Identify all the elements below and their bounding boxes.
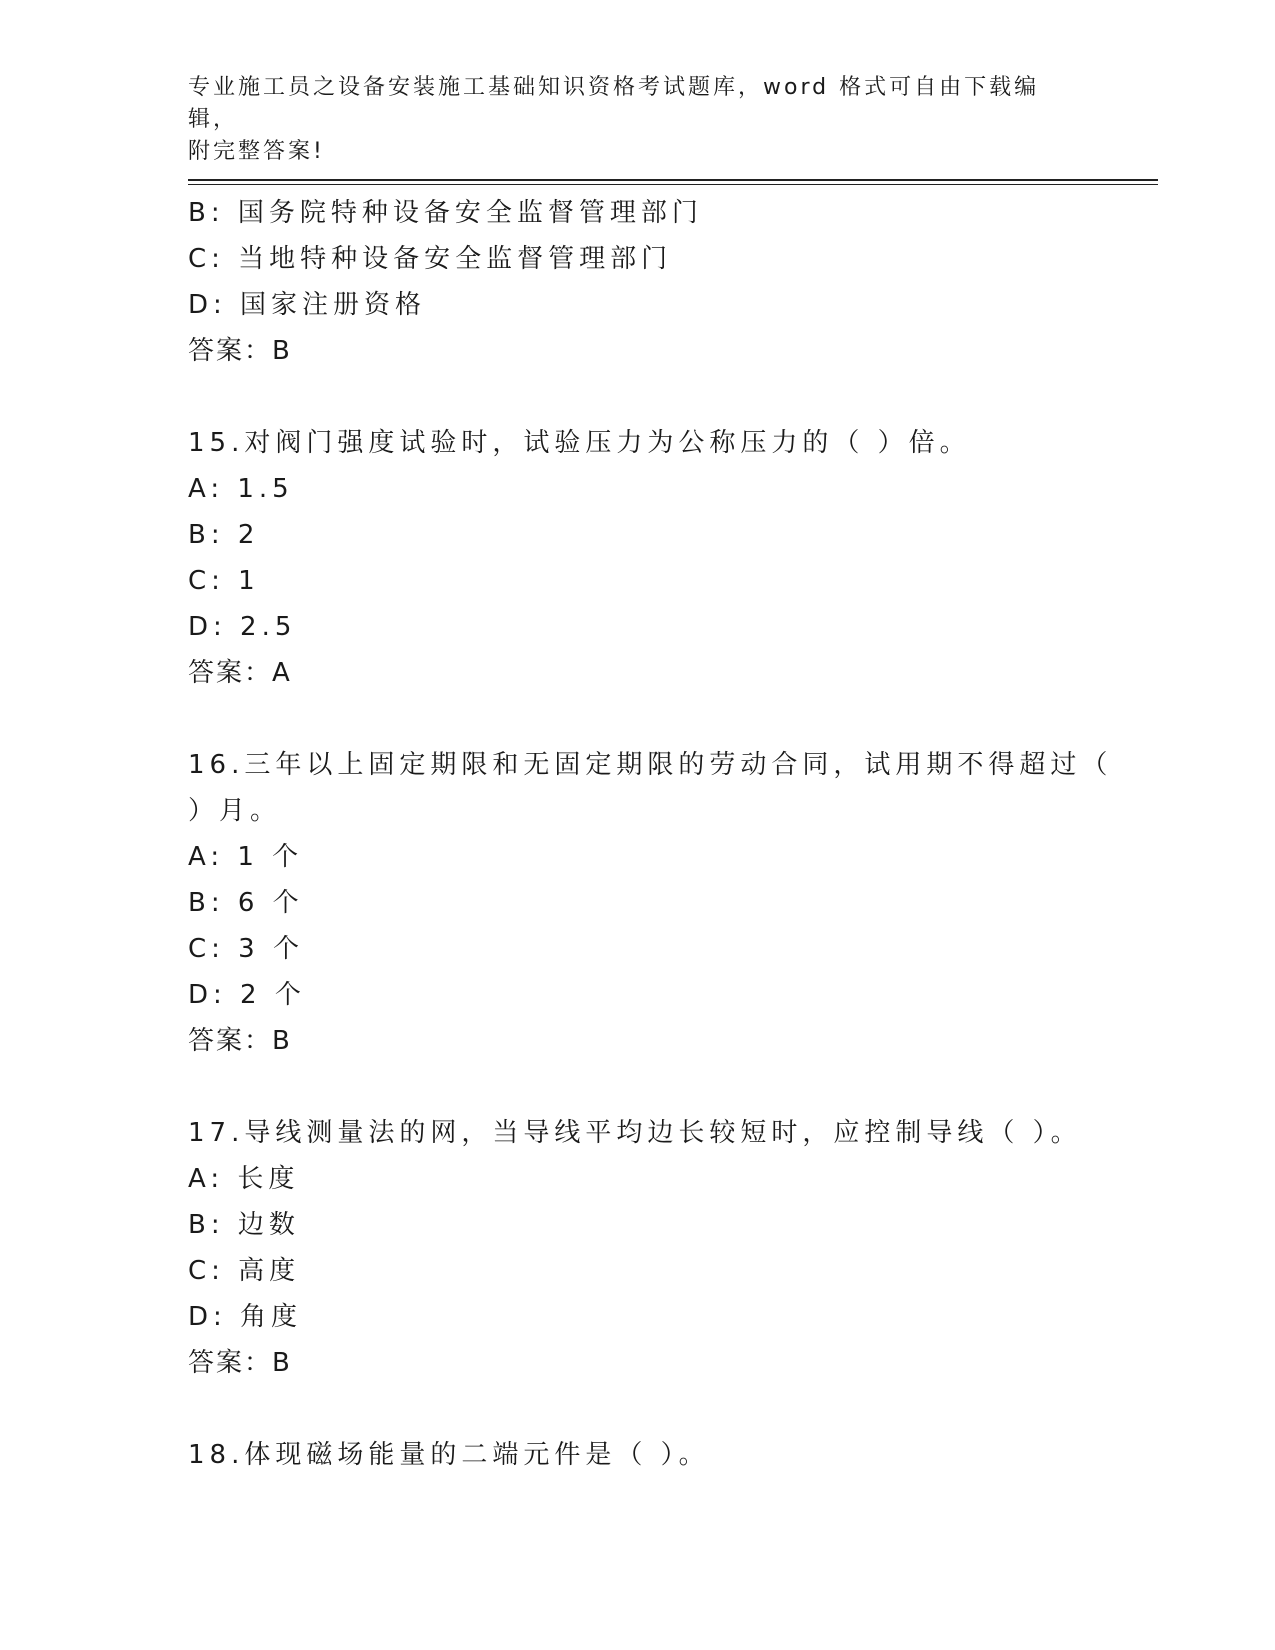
header-line-2: 附完整答案! — [188, 139, 325, 164]
option-a: A: 1.5 — [188, 474, 294, 504]
question-17 — [188, 1110, 1088, 1386]
spacer — [188, 374, 1088, 420]
option-a: A: 长度 — [188, 1164, 300, 1194]
option-c: C: 3 个 — [188, 934, 304, 964]
question-15 — [188, 420, 1088, 696]
option-b: B: 边数 — [188, 1210, 300, 1240]
option-c: C: 当地特种设备安全监督管理部门 — [188, 244, 673, 274]
header-divider-thick — [188, 179, 1158, 181]
partial-question — [188, 190, 1088, 374]
spacer — [188, 1386, 1088, 1432]
option-b: B: 2 — [188, 520, 260, 550]
spacer — [188, 696, 1088, 742]
answer-line: 答案：B — [188, 1348, 292, 1378]
option-d: D: 国家注册资格 — [188, 290, 427, 320]
question-text-line-1: 16.三年以上固定期限和无固定期限的劳动合同，试用期不得超过（ — [188, 750, 1113, 780]
option-c: C: 高度 — [188, 1256, 301, 1286]
option-d: D: 2.5 — [188, 612, 297, 642]
answer-line: 答案：B — [188, 1026, 292, 1056]
question-text: 15.对阀门强度试验时，试验压力为公称压力的（ ）倍。 — [188, 428, 971, 458]
question-18 — [188, 1432, 1088, 1478]
option-a: A: 1 个 — [188, 842, 304, 872]
question-text: 17.导线测量法的网，当导线平均边长较短时，应控制导线（ ）。 — [188, 1118, 1082, 1148]
option-b: B: 国务院特种设备安全监督管理部门 — [188, 198, 703, 228]
spacer — [188, 1064, 1088, 1110]
answer-line: 答案：A — [188, 658, 292, 688]
answer-line: 答案：B — [188, 336, 292, 366]
document-header — [188, 72, 1088, 168]
option-d: D: 2 个 — [188, 980, 306, 1010]
header-divider-thin — [188, 184, 1158, 185]
option-b: B: 6 个 — [188, 888, 304, 918]
question-content — [188, 190, 1113, 1478]
option-d: D: 角度 — [188, 1302, 303, 1332]
header-line-1: 专业施工员之设备安装施工基础知识资格考试题库，word 格式可自由下载编辑， — [188, 75, 1040, 132]
question-16 — [188, 742, 1113, 1064]
option-c: C: 1 — [188, 566, 260, 596]
question-text-line-2: ）月。 — [188, 796, 282, 826]
question-text: 18.体现磁场能量的二端元件是（ ）。 — [188, 1440, 710, 1470]
